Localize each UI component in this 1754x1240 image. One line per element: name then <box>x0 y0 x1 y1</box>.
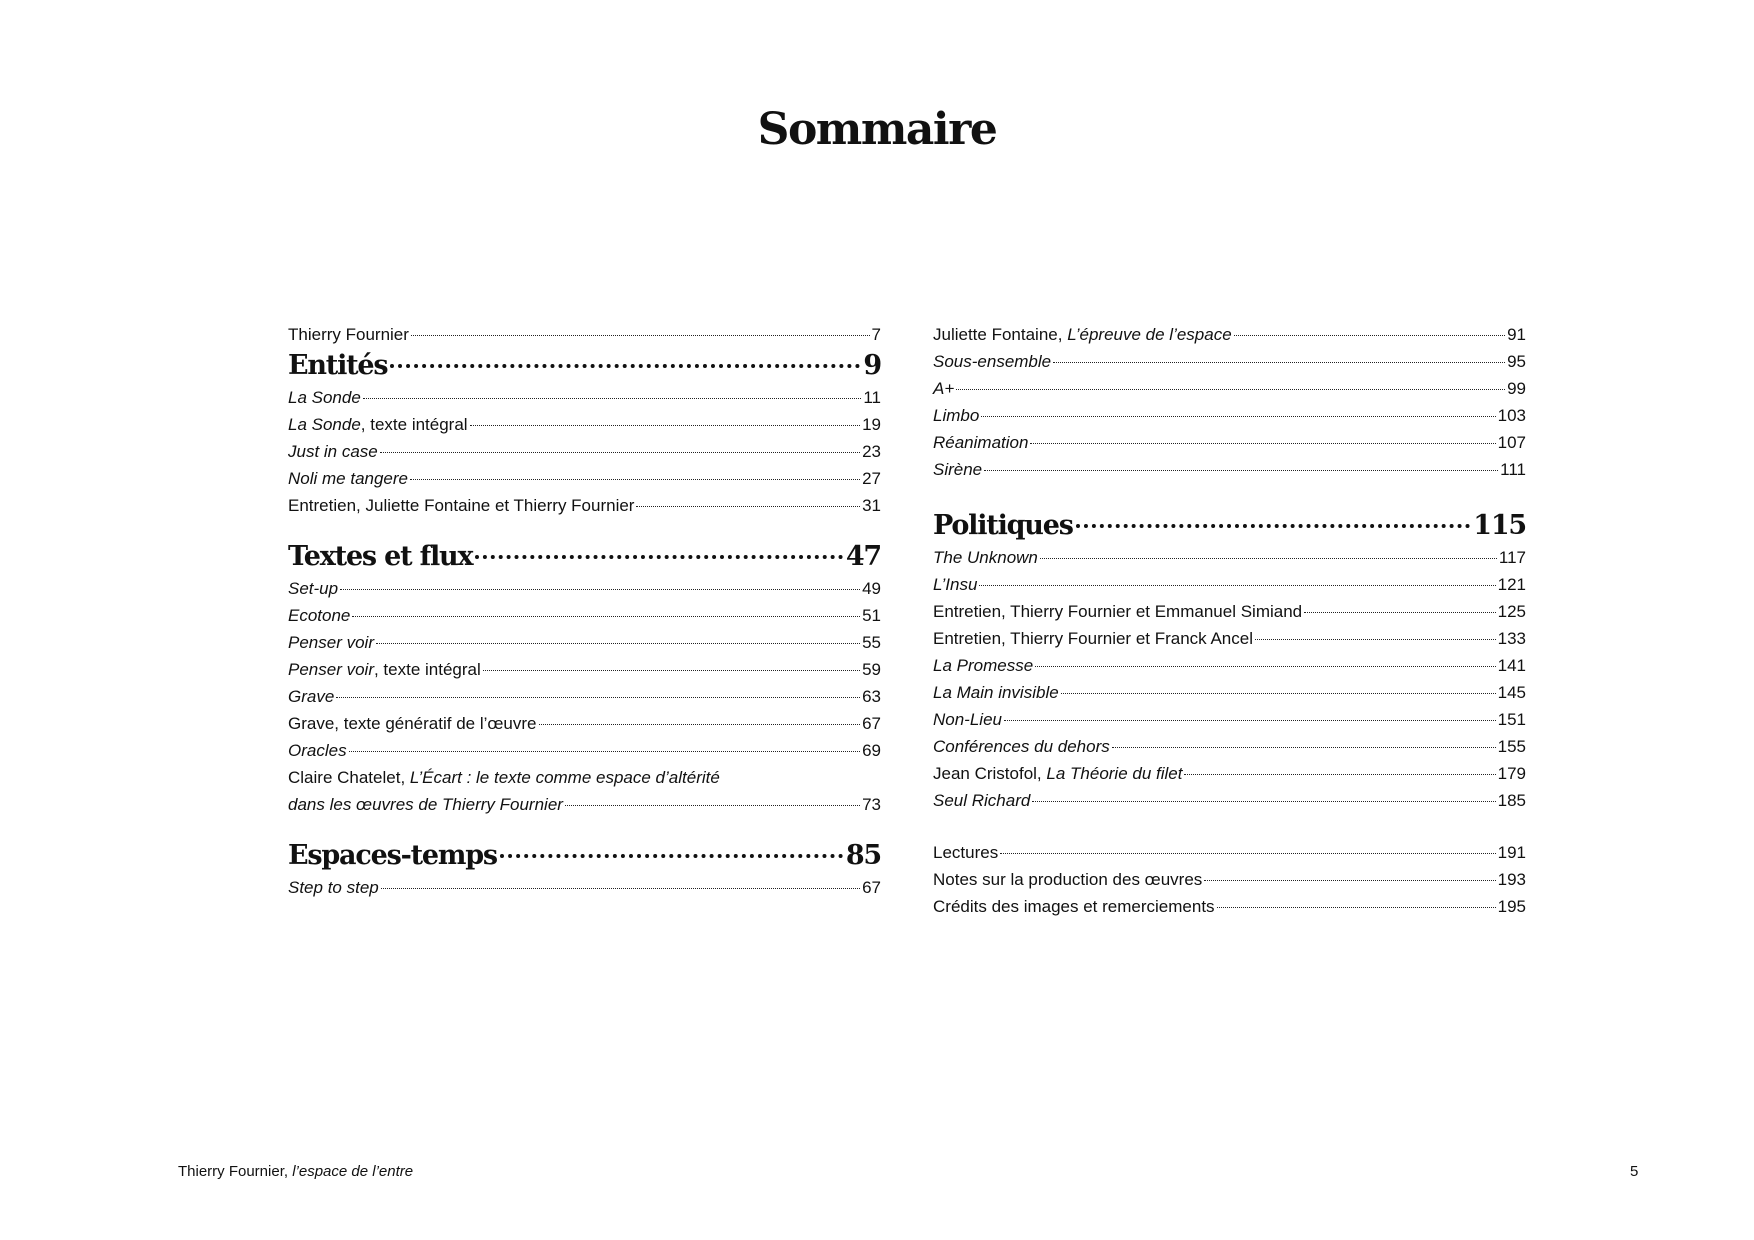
section-page-number: 9 <box>863 350 881 381</box>
toc-page-number: 179 <box>1497 764 1526 783</box>
toc-left-column <box>288 321 881 901</box>
toc-entry[interactable] <box>288 737 881 764</box>
leader-dots <box>381 888 860 889</box>
toc-entry[interactable] <box>288 465 881 492</box>
toc-entry-label: Juliette Fontaine, L’épreuve de l’espace <box>933 325 1232 344</box>
toc-entry[interactable] <box>288 602 881 629</box>
toc-entry[interactable] <box>288 438 881 465</box>
toc-entry-lectures[interactable] <box>933 839 1526 866</box>
leader-dots <box>411 335 870 336</box>
toc-entry[interactable] <box>933 571 1526 598</box>
toc-page-number: 11 <box>863 388 881 407</box>
leader-dots <box>1076 524 1471 528</box>
toc-page-number: 107 <box>1497 433 1526 452</box>
leader-dots <box>1035 666 1495 667</box>
toc-page-number: 91 <box>1507 325 1526 344</box>
toc-entry[interactable] <box>933 787 1526 814</box>
toc-page-number: 133 <box>1497 629 1526 648</box>
toc-page-number: 51 <box>862 606 881 625</box>
toc-page-number: 111 <box>1500 460 1526 479</box>
leader-dots <box>475 555 842 559</box>
toc-section-espaces-temps[interactable] <box>288 838 881 874</box>
toc-entry[interactable] <box>933 706 1526 733</box>
toc-entry[interactable] <box>288 575 881 602</box>
toc-entry-chatelet-line1[interactable]: Claire Chatelet, L’Écart : le texte comme espace d’altérité <box>288 768 720 787</box>
toc-entry-label: Step to step <box>288 878 379 897</box>
leader-dots <box>1004 720 1496 721</box>
toc-page-number: 141 <box>1497 656 1526 675</box>
toc-entry[interactable] <box>288 321 881 348</box>
toc-page-number: 67 <box>862 714 881 733</box>
toc-page-number: 103 <box>1497 406 1526 425</box>
toc-entry-label: Grave <box>288 687 335 706</box>
toc-page-number: 193 <box>1497 870 1526 889</box>
toc-page-number: 125 <box>1497 602 1526 621</box>
toc-page-number: 7 <box>871 325 881 344</box>
leader-dots <box>1030 443 1495 444</box>
leader-dots <box>1184 774 1495 775</box>
toc-page-number: 63 <box>862 687 881 706</box>
toc-entry[interactable] <box>288 710 881 737</box>
toc-page-number: 155 <box>1497 737 1526 756</box>
toc-page-number: 69 <box>862 741 881 760</box>
toc-page-number: 121 <box>1497 575 1526 594</box>
toc-page-number: 117 <box>1498 548 1526 567</box>
toc-entry-label: Ecotone <box>288 606 351 625</box>
leader-dots <box>483 670 860 671</box>
toc-entry[interactable] <box>933 598 1526 625</box>
toc-entry-label: Non-Lieu <box>933 710 1002 729</box>
toc-entry-label: La Main invisible <box>933 683 1059 702</box>
toc-entry-label: La Promesse <box>933 656 1034 675</box>
spacer <box>933 483 1526 508</box>
leader-dots <box>340 589 860 590</box>
section-page-number: 47 <box>845 541 881 572</box>
toc-entry[interactable] <box>933 456 1526 483</box>
toc-entry-label: Lectures <box>933 843 999 862</box>
toc-page-number: 27 <box>862 469 881 488</box>
toc-entry-label: A+ <box>933 379 955 398</box>
spacer <box>933 814 1526 839</box>
toc-page-number: 67 <box>862 878 881 897</box>
toc-entry-notes[interactable] <box>933 866 1526 893</box>
toc-entry-label: Réanimation <box>933 433 1029 452</box>
toc-entry-label: Set-up <box>288 579 339 598</box>
spacer <box>288 818 881 838</box>
toc-entry-label: Grave, texte génératif de l’œuvre <box>288 714 537 733</box>
toc-entry-label: Penser voir, texte intégral <box>288 660 481 679</box>
leader-dots <box>1040 558 1497 559</box>
section-page-number: 115 <box>1473 510 1526 541</box>
toc-entry[interactable] <box>933 402 1526 429</box>
toc-page-number: 19 <box>862 415 881 434</box>
toc-entry-label: Seul Richard <box>933 791 1031 810</box>
section-title: Entités <box>288 350 388 381</box>
leader-dots <box>1032 801 1495 802</box>
spacer <box>288 519 881 539</box>
toc-entry[interactable] <box>933 652 1526 679</box>
toc-section-entites[interactable] <box>288 348 881 384</box>
leader-dots <box>349 751 861 752</box>
folio-page-number: 5 <box>1630 1163 1639 1180</box>
toc-entry[interactable] <box>288 683 881 710</box>
toc-page-number: 195 <box>1497 897 1526 916</box>
toc-page-number: 145 <box>1497 683 1526 702</box>
toc-entry-label: Sous-ensemble <box>933 352 1052 371</box>
section-title: Espaces-temps <box>288 840 497 871</box>
toc-entry-label: Notes sur la production des œuvres <box>933 870 1203 889</box>
toc-entry[interactable] <box>933 544 1526 571</box>
leader-dots <box>500 854 843 858</box>
toc-entry[interactable] <box>933 679 1526 706</box>
toc-page-number: 185 <box>1497 791 1526 810</box>
toc-entry-label: dans les œuvres de Thierry Fournier <box>288 795 563 814</box>
toc-entry-label: Crédits des images et remerciements <box>933 897 1215 916</box>
leader-dots <box>1217 907 1496 908</box>
leader-dots <box>565 805 860 806</box>
toc-entry[interactable] <box>933 429 1526 456</box>
leader-dots <box>390 364 860 368</box>
leader-dots <box>539 724 861 725</box>
leader-dots <box>636 506 860 507</box>
toc-entry-chatelet-line2[interactable] <box>288 791 881 818</box>
leader-dots <box>1053 362 1505 363</box>
toc-page-number: 23 <box>862 442 881 461</box>
toc-entry[interactable] <box>288 629 881 656</box>
leader-dots <box>1234 335 1505 336</box>
toc-entry-label: The Unknown <box>933 548 1038 567</box>
toc-entry-label: Thierry Fournier <box>288 325 409 344</box>
leader-dots <box>470 425 861 426</box>
toc-page-number: 31 <box>862 496 881 515</box>
leader-dots <box>336 697 860 698</box>
toc-page-number: 73 <box>862 795 881 814</box>
toc-page-number: 99 <box>1507 379 1526 398</box>
toc-entry[interactable] <box>933 375 1526 402</box>
toc-entry[interactable] <box>933 348 1526 375</box>
leader-dots <box>979 585 1495 586</box>
toc-entry-label: Noli me tangere <box>288 469 409 488</box>
toc-entry[interactable] <box>288 384 881 411</box>
toc-entry[interactable] <box>288 874 881 901</box>
toc-entry[interactable] <box>288 411 881 438</box>
toc-entry-credits[interactable] <box>933 893 1526 920</box>
leader-dots <box>984 470 1498 471</box>
toc-entry[interactable] <box>933 733 1526 760</box>
toc-page-number: 191 <box>1497 843 1526 862</box>
toc-entry-label: La Sonde <box>288 388 361 407</box>
page-title: Sommaire <box>757 104 997 155</box>
section-page-number: 85 <box>845 840 881 871</box>
toc-page-number: 49 <box>862 579 881 598</box>
toc-section-politiques[interactable] <box>933 508 1526 544</box>
leader-dots <box>380 452 860 453</box>
toc-entry-label: Entretien, Thierry Fournier et Franck Ancel <box>933 629 1253 648</box>
toc-page-number: 55 <box>862 633 881 652</box>
section-title: Politiques <box>933 510 1073 541</box>
leader-dots <box>410 479 860 480</box>
leader-dots <box>956 389 1505 390</box>
leader-dots <box>1204 880 1495 881</box>
toc-page-number: 151 <box>1497 710 1526 729</box>
toc-entry[interactable] <box>933 760 1526 787</box>
leader-dots <box>1061 693 1496 694</box>
toc-entry[interactable] <box>933 625 1526 652</box>
leader-dots <box>376 643 860 644</box>
running-footer: Thierry Fournier, l’espace de l’entre <box>178 1163 414 1180</box>
toc-entry-label: Conférences du dehors <box>933 737 1110 756</box>
toc-entry-label: Entretien, Juliette Fontaine et Thierry Fournier <box>288 496 635 515</box>
leader-dots <box>1000 853 1495 854</box>
toc-entry-label: Oracles <box>288 741 347 760</box>
toc-entry[interactable] <box>288 656 881 683</box>
leader-dots <box>363 398 862 399</box>
section-title: Textes et flux <box>288 541 473 572</box>
toc-page-number: 95 <box>1507 352 1526 371</box>
toc-entry-label: Just in case <box>288 442 378 461</box>
leader-dots <box>352 616 860 617</box>
toc-entry-label: L’Insu <box>933 575 978 594</box>
toc-entry-label: Sirène <box>933 460 983 479</box>
toc-right-column <box>933 321 1526 920</box>
leader-dots <box>981 416 1495 417</box>
toc-entry[interactable] <box>288 492 881 519</box>
toc-entry-label: Limbo <box>933 406 980 425</box>
toc-entry[interactable] <box>933 321 1526 348</box>
toc-entry-label: La Sonde, texte intégral <box>288 415 468 434</box>
leader-dots <box>1255 639 1496 640</box>
toc-page-number: 59 <box>862 660 881 679</box>
toc-entry-label: Jean Cristofol, La Théorie du filet <box>933 764 1183 783</box>
toc-section-textes-et-flux[interactable] <box>288 539 881 575</box>
toc-entry-label: Entretien, Thierry Fournier et Emmanuel Simiand <box>933 602 1303 621</box>
leader-dots <box>1304 612 1496 613</box>
leader-dots <box>1112 747 1496 748</box>
toc-entry-label: Penser voir <box>288 633 374 652</box>
